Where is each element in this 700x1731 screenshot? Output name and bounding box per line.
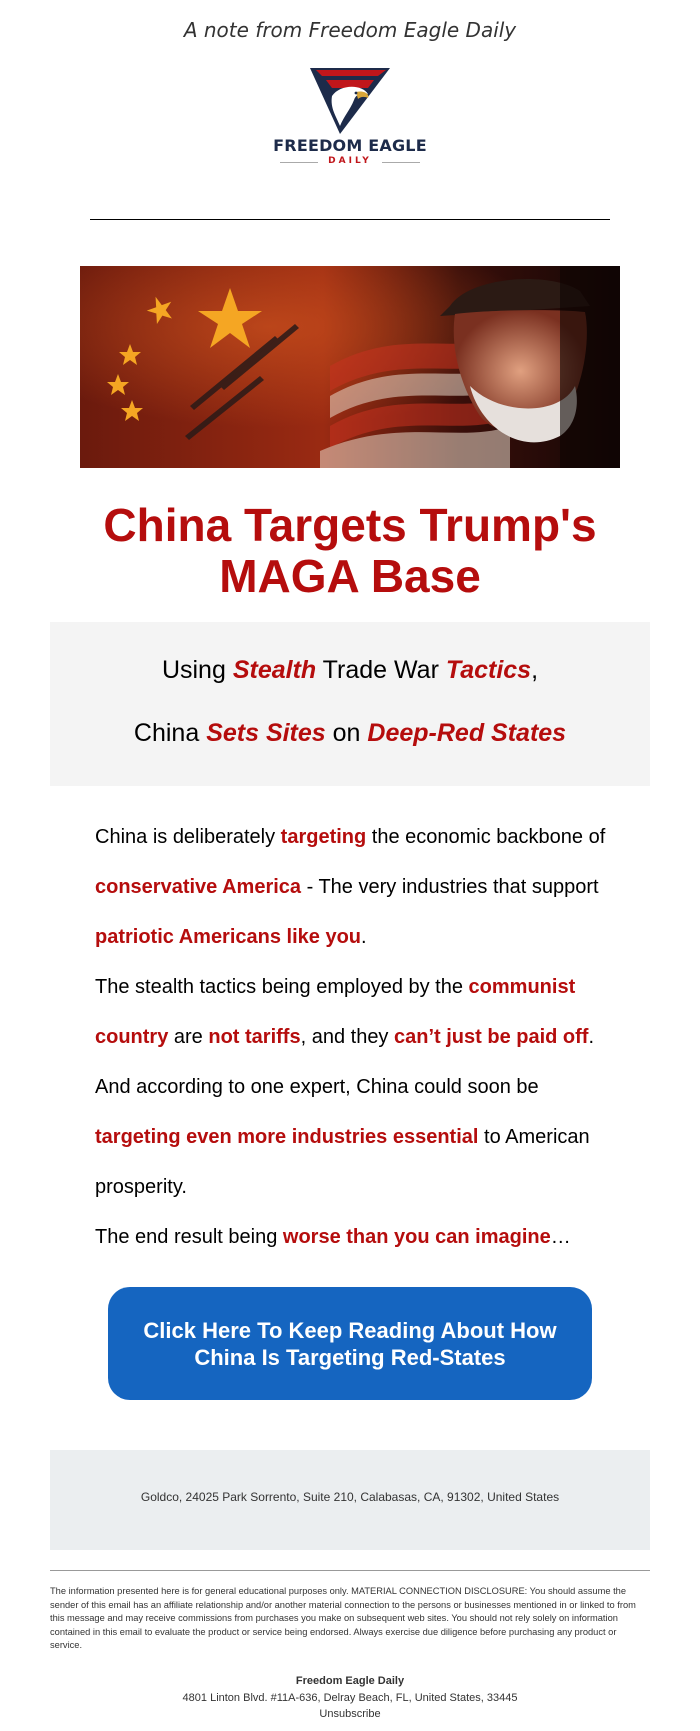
subheadline-text: on — [325, 719, 368, 747]
unsubscribe-link[interactable]: Unsubscribe — [319, 1708, 381, 1720]
paragraph-2 — [95, 962, 615, 1062]
keep-reading-button[interactable] — [108, 1287, 592, 1400]
subheadline-emphasis: Sets Sites — [206, 719, 326, 747]
headline-line-1: China Targets Trump's — [103, 499, 597, 551]
footer-address: 4801 Linton Blvd. #11A-636, Delray Beach, FL, United States, 33445 — [182, 1692, 518, 1704]
body-text: . — [361, 926, 367, 948]
main-headline — [60, 500, 640, 602]
sender-note: A note from Freedom Eagle Daily — [183, 18, 517, 42]
subheadline-text: China — [133, 719, 207, 747]
footer-publisher-name: Freedom Eagle Daily — [295, 1675, 405, 1687]
body-text: the economic backbone of — [366, 826, 606, 848]
body-text: The stealth tactics being employed by the — [95, 976, 469, 998]
hero-image[interactable] — [80, 266, 620, 468]
body-text: China is deliberately — [95, 826, 281, 848]
logo-brand-text: FREEDOM EAGLE — [273, 136, 427, 155]
header-divider — [90, 219, 610, 220]
cta-line-2: China Is Targeting Red-States — [194, 1344, 506, 1370]
logo-sub-text: DAILY — [328, 156, 372, 166]
body-text: , and they — [300, 1026, 394, 1048]
subheadline-emphasis: Stealth — [232, 656, 317, 684]
body-highlight: worse than you can imagine — [282, 1226, 551, 1248]
subheadline-line-1 — [50, 656, 650, 685]
body-text: The end result being — [95, 1226, 283, 1248]
footer-divider — [50, 1570, 650, 1571]
body-text: . — [588, 1026, 595, 1048]
body-highlight: targeting even more industries essential — [95, 1126, 479, 1148]
paragraph-3 — [95, 1062, 615, 1212]
body-text: … — [550, 1226, 571, 1248]
sponsor-address-box — [50, 1450, 650, 1550]
sponsor-address: Goldco, 24025 Park Sorrento, Suite 210, Calabasas, CA, 91302, United States — [140, 1490, 560, 1504]
eagle-logo-icon — [270, 66, 430, 136]
body-highlight: targeting — [280, 826, 367, 848]
disclaimer-text: The information presented here is for general educational purposes only. MATERIAL CONNECTION DISCLOSURE: You should assume the sender of this email has an affiliate relationship and/or another material connection to the persons or businesses mentioned in or linked to from this message and may receive commissions from purchases you make on subsequent web sites. You should not rely solely on information contained in this email to evaluate the product or service being endorsed. Always exercise due diligence before purchasing any product or service. — [50, 1586, 636, 1650]
body-highlight: patriotic Americans like you — [95, 926, 362, 948]
body-text: - The very industries that support — [301, 876, 599, 898]
body-text: to American prosperity. — [95, 1126, 590, 1198]
logo-rule-right — [382, 162, 420, 163]
body-highlight: communist country — [95, 976, 576, 1048]
subheadline-line-2 — [50, 719, 650, 748]
subheadline-box — [50, 622, 650, 786]
body-text: are — [168, 1026, 209, 1048]
cta-line-1: Click Here To Keep Reading About How — [143, 1317, 557, 1343]
paragraph-1 — [95, 812, 615, 962]
body-highlight: can’t just be paid off — [394, 1026, 589, 1048]
headline-line-2: MAGA Base — [219, 550, 481, 602]
body-highlight: conservative America — [95, 876, 302, 898]
body-highlight: not tariffs — [208, 1026, 301, 1048]
freedom-eagle-logo — [270, 66, 430, 176]
subheadline-emphasis: Tactics — [445, 656, 532, 684]
subheadline-text: Using — [161, 656, 233, 684]
subheadline-emphasis: Deep-Red States — [367, 719, 567, 747]
article-body — [95, 812, 615, 1262]
china-flag-veteran-image — [80, 266, 620, 468]
body-text: And according to one expert, China could soon be — [95, 1076, 539, 1098]
paragraph-4 — [95, 1212, 615, 1262]
subheadline-text: Trade War — [316, 656, 446, 684]
subheadline-text: , — [531, 656, 539, 684]
